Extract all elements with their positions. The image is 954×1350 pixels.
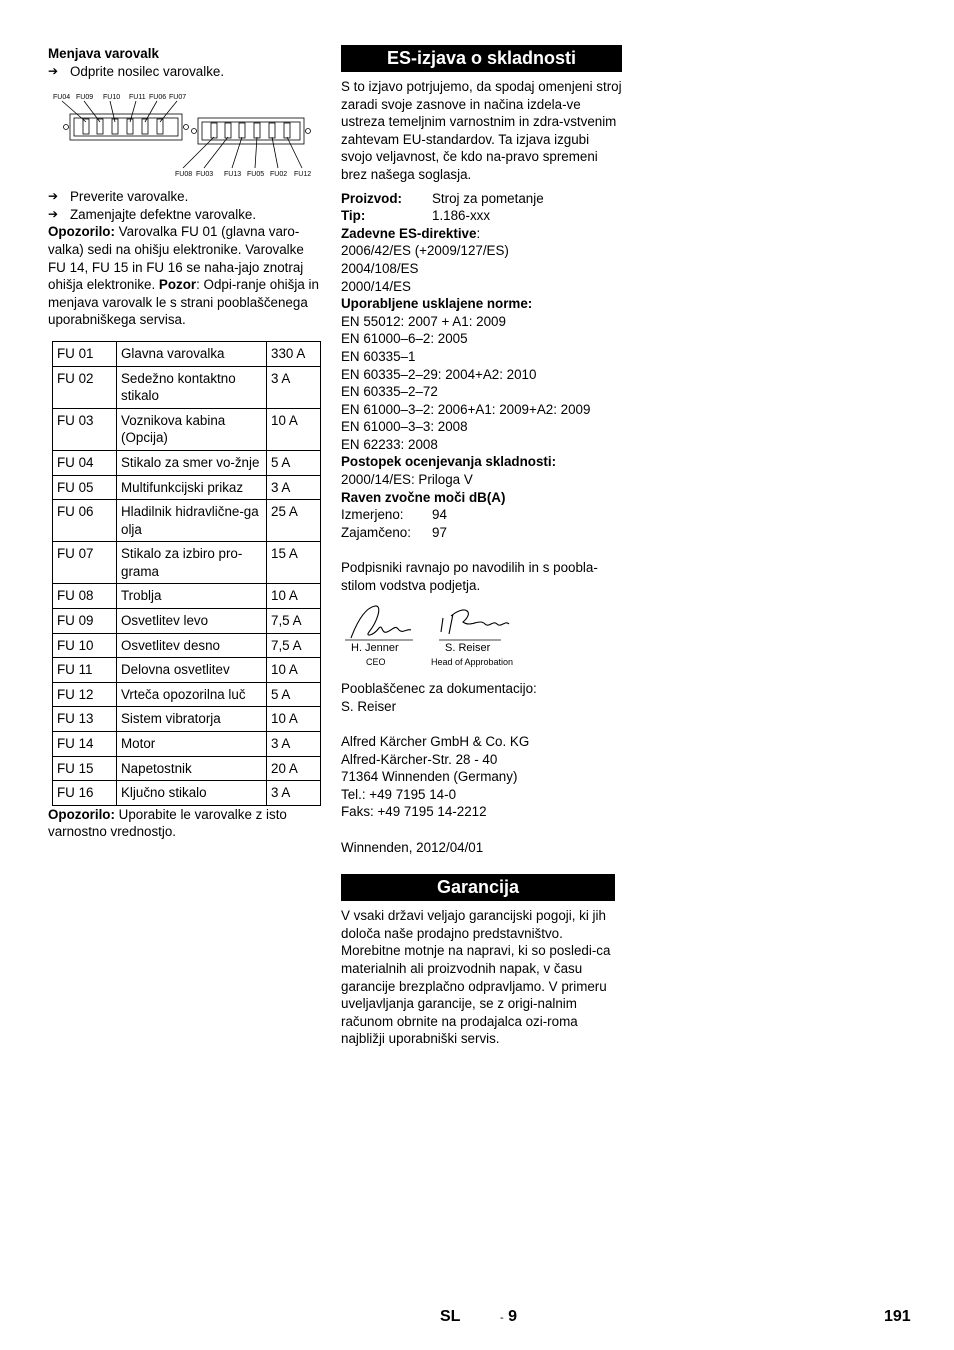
- address-line: Faks: +49 7195 14-2212: [341, 804, 487, 820]
- diagram-label-top: FU06: [149, 94, 167, 102]
- norm-item: EN 62233: 2008: [341, 436, 438, 452]
- product-row: Proizvod: Stroj za pometanje: [341, 190, 544, 206]
- table-row: [53, 633, 321, 658]
- sound-power-label: Raven zvočne moči dB(A): [341, 489, 506, 505]
- table-row: [53, 366, 321, 408]
- signature-reiser: [435, 602, 515, 644]
- address-line: Alfred-Kärcher-Str. 28 - 40: [341, 751, 498, 767]
- fuse-name-cell: Sedežno kontaktno stikalo: [117, 366, 267, 408]
- fuse-rating-cell: 10 A: [267, 584, 321, 609]
- address-line: Alfred Kärcher GmbH & Co. KG: [341, 734, 530, 749]
- warning-same-rating: Opozorilo: Uporabite le varovalke z isto varnostno vrednostjo.: [48, 806, 287, 840]
- table-row: [53, 500, 321, 542]
- fuse-table: [52, 341, 321, 806]
- guaranteed-row: Zajamčeno: 97: [341, 524, 447, 540]
- measured-row: Izmerjeno: 94: [341, 507, 447, 523]
- directive-item: 2000/14/ES: [341, 278, 411, 294]
- company-address: [341, 733, 623, 821]
- arrow-right-icon: ➔: [48, 189, 59, 204]
- fuse-id-cell: FU 10: [53, 633, 117, 658]
- left-column: [48, 45, 322, 841]
- diagram-label-bottom: FU03: [196, 171, 214, 179]
- fuse-holder-diagram: [50, 92, 312, 178]
- table-row: [53, 781, 321, 806]
- procedure-value: 2000/14/ES: Priloga V: [341, 472, 473, 488]
- diagram-label-bottom: FU08: [175, 171, 193, 179]
- doc-rep-label: Pooblaščenec za dokumentacijo:: [341, 681, 537, 697]
- step-open-fuse-holder: ➔ Odprite nosilec varovalke.: [48, 63, 225, 79]
- address-line: 71364 Winnenden (Germany): [341, 769, 518, 785]
- fuse-name-cell: Sistem vibratorja: [117, 707, 267, 732]
- norms-list: [341, 313, 623, 454]
- norm-item: EN 61000–6–2: 2005: [341, 331, 468, 347]
- table-row: [53, 732, 321, 757]
- table-row: [53, 450, 321, 475]
- fuse-rating-cell: 330 A: [267, 341, 321, 366]
- fuse-id-cell: FU 11: [53, 658, 117, 683]
- guarantee-text: V vsaki državi veljajo garancijski pogoji, ki jih določa naše prodajno predstavništvo. Morebitne motnje na napravi, ki so posledi-ca materialnih ali proizvodnih napak, v času garancije brezplačno odpravljamo. V primeru uveljavljanja garancije, se z origi-nalnim računom obrnite na prodajalca ozi-roma najbližji uporabniški servis.: [341, 908, 611, 1047]
- type-row: Tip: 1.186-xxx: [341, 208, 491, 224]
- directives-list: [341, 242, 623, 295]
- table-row: [53, 682, 321, 707]
- fuse-name-cell: Osvetlitev desno: [117, 633, 267, 658]
- fuse-rating-cell: 7,5 A: [267, 609, 321, 634]
- fuse-rating-cell: 7,5 A: [267, 633, 321, 658]
- table-row: [53, 756, 321, 781]
- fuse-id-cell: FU 15: [53, 756, 117, 781]
- fuse-name-cell: Napetostnik: [117, 756, 267, 781]
- norm-item: EN 61000–3–3: 2008: [341, 419, 468, 435]
- diagram-label-top: FU10: [103, 94, 121, 102]
- fuse-rating-cell: 15 A: [267, 542, 321, 584]
- fuse-name-cell: Trobljа: [117, 584, 267, 609]
- diagram-label-bottom: FU05: [247, 171, 265, 179]
- fuse-id-cell: FU 13: [53, 707, 117, 732]
- fuse-id-cell: FU 02: [53, 366, 117, 408]
- warning-fuse-location: Opozorilo: Varovalka FU 01 (glavna varo-valka) sedi na ohišju elektronike. Varovalke FU 14, FU 15 in FU 16 se naha-jajo znotraj ohišja elektronike. Pozor: Odpi-ranje ohišja in menjava varovalk le s strani pooblaščenega uporabniškega servisa.: [48, 224, 319, 328]
- norms-label: Uporabljene usklajene norme:: [341, 296, 533, 312]
- norm-item: EN 60335–2–29: 2004+A2: 2010: [341, 366, 537, 382]
- signature-jenner: [343, 602, 423, 644]
- arrow-right-icon: ➔: [48, 63, 59, 78]
- fuse-rating-cell: 10 A: [267, 408, 321, 450]
- step-check-fuses: ➔ Preverite varovalke.: [48, 189, 189, 205]
- fuse-name-cell: Stikalo za smer vo-žnje: [117, 450, 267, 475]
- procedure-label: Postopek ocenjevanja skladnosti:: [341, 454, 557, 470]
- directive-item: 2004/108/ES: [341, 260, 419, 276]
- fuse-id-cell: FU 12: [53, 682, 117, 707]
- es-intro-text: S to izjavo potrjujemo, da spodaj omenjeni stroj zaradi svoje zasnove in načina izdela-ve ustreza temeljnim varnostnim in zdra-vstvenim zahtevam EU-standardov. Ta izjava izgubi svojo veljavnost, če kdo na-pravo spremeni brez našega soglasja.: [341, 79, 622, 182]
- fuse-rating-cell: 10 A: [267, 658, 321, 683]
- fuse-name-cell: Stikalo za izbiro pro-grama: [117, 542, 267, 584]
- table-row: [53, 658, 321, 683]
- table-row: [53, 584, 321, 609]
- fuse-name-cell: Delovna osvetlitev: [117, 658, 267, 683]
- footer-section-page: - 9: [500, 1308, 518, 1325]
- fuse-name-cell: Multifunkcijski prikaz: [117, 475, 267, 500]
- fuse-name-cell: Glavna varovalka: [117, 341, 267, 366]
- fuse-name-cell: Hladilnik hidravlične-ga olja: [117, 500, 267, 542]
- table-row: [53, 542, 321, 584]
- norm-item: EN 55012: 2007 + A1: 2009: [341, 313, 506, 329]
- fuse-id-cell: FU 09: [53, 609, 117, 634]
- diagram-label-top: FU11: [129, 94, 146, 102]
- diagram-label-bottom: FU12: [294, 171, 312, 179]
- arrow-right-icon: ➔: [48, 206, 59, 221]
- fuse-rating-cell: 10 A: [267, 707, 321, 732]
- section-header-guarantee: Garancija: [341, 874, 615, 901]
- fuse-name-cell: Motor: [117, 732, 267, 757]
- diagram-label-top: FU07: [169, 94, 187, 102]
- fuse-rating-cell: 25 A: [267, 500, 321, 542]
- fuse-id-cell: FU 08: [53, 584, 117, 609]
- fuse-name-cell: Osvetlitev levo: [117, 609, 267, 634]
- fuse-id-cell: FU 07: [53, 542, 117, 584]
- fuse-rating-cell: 3 A: [267, 732, 321, 757]
- norm-item: EN 61000–3–2: 2006+A1: 2009+A2: 2009: [341, 401, 591, 417]
- fuse-id-cell: FU 04: [53, 450, 117, 475]
- fuse-rating-cell: 5 A: [267, 450, 321, 475]
- fuse-id-cell: FU 01: [53, 341, 117, 366]
- doc-rep-name: S. Reiser: [341, 698, 397, 714]
- fuse-id-cell: FU 16: [53, 781, 117, 806]
- fuse-name-cell: Vrteča opozorilna luč: [117, 682, 267, 707]
- diagram-label-bottom: FU13: [224, 171, 242, 179]
- directive-item: 2006/42/ES (+2009/127/ES): [341, 243, 509, 259]
- table-row: [53, 341, 321, 366]
- signatory-1-role: CEO: [366, 657, 386, 668]
- signatures: [341, 602, 623, 672]
- table-row: [53, 609, 321, 634]
- fuse-rating-cell: 3 A: [267, 366, 321, 408]
- section-title-fuse-replacement: Menjava varovalk: [48, 46, 159, 61]
- address-line: Tel.: +49 7195 14-0: [341, 786, 457, 802]
- footer-page-number: 191: [884, 1308, 911, 1325]
- norm-item: EN 60335–1: [341, 348, 416, 364]
- section-header-es-declaration: ES-izjava o skladnosti: [341, 45, 622, 72]
- step-replace-fuses: ➔ Zamenjajte defektne varovalke.: [48, 206, 257, 222]
- fuse-name-cell: Ključno stikalo: [117, 781, 267, 806]
- right-column: [341, 45, 623, 1048]
- fuse-id-cell: FU 05: [53, 475, 117, 500]
- directives-label: Zadevne ES-direktive:: [341, 225, 481, 241]
- table-row: [53, 408, 321, 450]
- diagram-label-top: FU09: [76, 94, 94, 102]
- diagram-label-top: FU04: [53, 94, 71, 102]
- place-date: Winnenden, 2012/04/01: [341, 839, 484, 855]
- signatories-text: Podpisniki ravnajo po navodilih in s poobla-stilom vodstva podjetja.: [341, 560, 598, 593]
- fuse-rating-cell: 3 A: [267, 475, 321, 500]
- table-row: [53, 475, 321, 500]
- signatory-2-role: Head of Approbation: [431, 657, 514, 668]
- fuse-rating-cell: 20 A: [267, 756, 321, 781]
- fuse-rating-cell: 3 A: [267, 781, 321, 806]
- fuse-id-cell: FU 14: [53, 732, 117, 757]
- fuse-id-cell: FU 03: [53, 408, 117, 450]
- norm-item: EN 60335–2–72: [341, 384, 438, 400]
- table-row: [53, 707, 321, 732]
- signatory-1-name: H. Jenner: [351, 642, 399, 655]
- fuse-rating-cell: 5 A: [267, 682, 321, 707]
- fuse-id-cell: FU 06: [53, 500, 117, 542]
- signatory-2-name: S. Reiser: [445, 642, 491, 655]
- footer-language: SL: [440, 1308, 461, 1325]
- diagram-label-bottom: FU02: [270, 171, 288, 179]
- fuse-name-cell: Voznikova kabina (Opcija): [117, 408, 267, 450]
